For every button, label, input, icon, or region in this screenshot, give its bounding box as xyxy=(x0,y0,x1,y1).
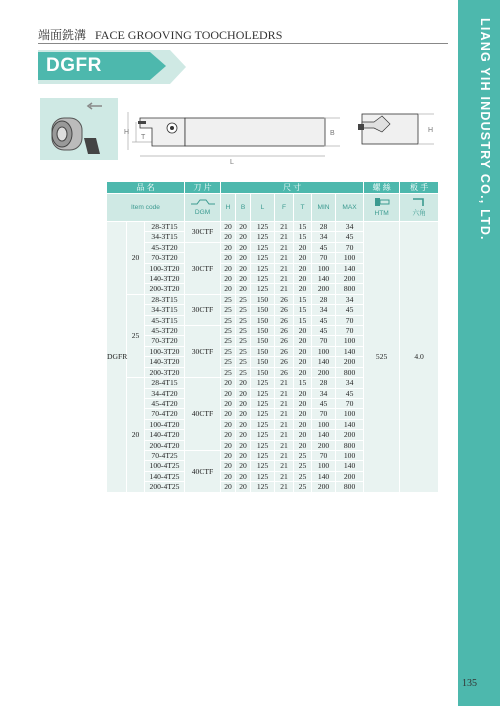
cell-t: 20 xyxy=(294,326,312,336)
cell-b: 20 xyxy=(236,482,251,492)
cell-h: 20 xyxy=(221,378,236,388)
cell-f: 21 xyxy=(275,242,294,252)
cell-max: 140 xyxy=(336,263,364,273)
cell-t: 20 xyxy=(294,409,312,419)
hex-key-icon xyxy=(411,197,427,207)
cell-min: 140 xyxy=(312,357,336,367)
page-title-cn: 端面銑溝 xyxy=(38,28,87,42)
cell-f: 21 xyxy=(275,471,294,481)
cell-t: 20 xyxy=(294,367,312,377)
cell-h: 20 xyxy=(221,419,236,429)
cell-t: 20 xyxy=(294,357,312,367)
cell-t: 20 xyxy=(294,242,312,252)
cell-max: 34 xyxy=(336,378,364,388)
cell-b: 20 xyxy=(236,378,251,388)
cell-h: 20 xyxy=(221,222,236,232)
sub-header-f: F xyxy=(275,194,294,222)
cell-b: 25 xyxy=(236,294,251,304)
cell-f: 21 xyxy=(275,378,294,388)
cell-min: 70 xyxy=(312,253,336,263)
cell-l: 150 xyxy=(251,346,275,356)
cell-max: 45 xyxy=(336,305,364,315)
cell-max: 200 xyxy=(336,357,364,367)
page-title-en: FACE GROOVING TOOCHOLEDRS xyxy=(95,28,283,42)
table-row xyxy=(107,222,439,232)
cell-b: 20 xyxy=(236,284,251,294)
item-code-cell: 45-3T20 xyxy=(145,242,185,252)
cell-t: 20 xyxy=(294,284,312,294)
cell-b: 20 xyxy=(236,263,251,273)
item-code-cell: 45-4T20 xyxy=(145,398,185,408)
sub-header-hex-label: 六角 xyxy=(412,209,426,217)
cell-l: 125 xyxy=(251,274,275,284)
cell-t: 15 xyxy=(294,222,312,232)
cell-h: 20 xyxy=(221,398,236,408)
item-code-cell: 200-4T20 xyxy=(145,440,185,450)
cell-h: 20 xyxy=(221,242,236,252)
item-code-cell: 140-4T20 xyxy=(145,430,185,440)
cell-f: 26 xyxy=(275,326,294,336)
cell-max: 100 xyxy=(336,409,364,419)
cell-max: 100 xyxy=(336,336,364,346)
header-name: 品 名 xyxy=(107,182,185,194)
cell-t: 15 xyxy=(294,378,312,388)
cell-f: 21 xyxy=(275,253,294,263)
page-number: 135 xyxy=(462,678,477,689)
size-group-cell: 25 xyxy=(127,294,145,377)
cell-b: 25 xyxy=(236,305,251,315)
cell-l: 125 xyxy=(251,440,275,450)
cell-f: 21 xyxy=(275,284,294,294)
cell-f: 21 xyxy=(275,398,294,408)
item-code-cell: 70-3T20 xyxy=(145,253,185,263)
cell-f: 21 xyxy=(275,461,294,471)
insert-icon xyxy=(190,198,216,206)
cell-l: 125 xyxy=(251,409,275,419)
cell-h: 20 xyxy=(221,482,236,492)
cell-b: 20 xyxy=(236,253,251,263)
item-code-cell: 70-3T20 xyxy=(145,336,185,346)
header-dimensions: 尺 寸 xyxy=(221,182,364,194)
sub-header-max: MAX xyxy=(336,194,364,222)
sub-header-dgm xyxy=(185,194,221,222)
cell-f: 21 xyxy=(275,222,294,232)
cell-max: 34 xyxy=(336,294,364,304)
cell-min: 45 xyxy=(312,326,336,336)
cell-min: 200 xyxy=(312,284,336,294)
tool-drawing xyxy=(40,98,440,174)
item-code-cell: 140-3T20 xyxy=(145,274,185,284)
cell-b: 25 xyxy=(236,336,251,346)
item-code-cell: 28-4T15 xyxy=(145,378,185,388)
cell-min: 100 xyxy=(312,419,336,429)
cell-l: 125 xyxy=(251,430,275,440)
cell-max: 100 xyxy=(336,450,364,460)
model-label: DGFR xyxy=(46,55,102,76)
cell-min: 70 xyxy=(312,409,336,419)
cell-t: 20 xyxy=(294,419,312,429)
cell-t: 20 xyxy=(294,440,312,450)
cell-b: 20 xyxy=(236,430,251,440)
cell-l: 125 xyxy=(251,398,275,408)
cell-h: 25 xyxy=(221,294,236,304)
cell-max: 200 xyxy=(336,430,364,440)
size-group-cell: 20 xyxy=(127,222,145,295)
cell-b: 20 xyxy=(236,222,251,232)
cell-f: 26 xyxy=(275,357,294,367)
cell-min: 45 xyxy=(312,242,336,252)
table-body xyxy=(107,222,439,493)
cell-l: 125 xyxy=(251,388,275,398)
screw-cell: 525 xyxy=(364,222,400,493)
cell-min: 100 xyxy=(312,346,336,356)
cell-b: 20 xyxy=(236,242,251,252)
insert-cell: 40CTF xyxy=(185,450,221,492)
cell-l: 125 xyxy=(251,419,275,429)
company-name: LIANG YIH INDUSTRY CO., LTD. xyxy=(478,18,492,241)
cell-min: 140 xyxy=(312,471,336,481)
item-code-cell: 100-4T25 xyxy=(145,461,185,471)
cell-max: 34 xyxy=(336,222,364,232)
insert-cell: 30CTF xyxy=(185,242,221,294)
cell-f: 26 xyxy=(275,367,294,377)
cell-l: 150 xyxy=(251,326,275,336)
header-insert: 刀 片 xyxy=(185,182,221,194)
cell-h: 20 xyxy=(221,263,236,273)
cell-f: 26 xyxy=(275,315,294,325)
cell-min: 140 xyxy=(312,274,336,284)
cell-h: 20 xyxy=(221,450,236,460)
sub-header-htm-label: HTM xyxy=(374,209,389,217)
cell-t: 15 xyxy=(294,315,312,325)
item-code-cell: 34-3T15 xyxy=(145,305,185,315)
cell-max: 800 xyxy=(336,284,364,294)
cell-l: 150 xyxy=(251,305,275,315)
cell-max: 800 xyxy=(336,367,364,377)
cell-f: 21 xyxy=(275,263,294,273)
item-code-cell: 100-3T20 xyxy=(145,346,185,356)
sub-header-min: MIN xyxy=(312,194,336,222)
cell-h: 20 xyxy=(221,388,236,398)
header-wrench: 板 手 xyxy=(400,182,439,194)
cell-max: 45 xyxy=(336,232,364,242)
cell-t: 20 xyxy=(294,346,312,356)
cell-b: 20 xyxy=(236,419,251,429)
cell-min: 70 xyxy=(312,336,336,346)
cell-b: 20 xyxy=(236,450,251,460)
sub-header-t: T xyxy=(294,194,312,222)
cell-h: 20 xyxy=(221,274,236,284)
cell-f: 21 xyxy=(275,430,294,440)
screw-icon xyxy=(374,197,390,207)
cell-max: 140 xyxy=(336,346,364,356)
cell-h: 20 xyxy=(221,253,236,263)
cell-l: 150 xyxy=(251,367,275,377)
cell-t: 20 xyxy=(294,336,312,346)
cell-t: 20 xyxy=(294,274,312,284)
cell-b: 25 xyxy=(236,315,251,325)
cell-min: 45 xyxy=(312,398,336,408)
cell-min: 70 xyxy=(312,450,336,460)
item-code-cell: 100-4T20 xyxy=(145,419,185,429)
wrench-cell: 4.0 xyxy=(400,222,439,493)
cell-b: 25 xyxy=(236,367,251,377)
cell-t: 15 xyxy=(294,232,312,242)
cell-t: 25 xyxy=(294,482,312,492)
cell-l: 125 xyxy=(251,378,275,388)
item-code-cell: 70-4T20 xyxy=(145,409,185,419)
cell-l: 125 xyxy=(251,263,275,273)
cell-f: 21 xyxy=(275,232,294,242)
tool-diagram xyxy=(40,98,440,179)
item-code-cell: 28-3T15 xyxy=(145,222,185,232)
cell-f: 21 xyxy=(275,388,294,398)
cell-max: 800 xyxy=(336,482,364,492)
dim-b-label: B xyxy=(330,130,335,137)
cell-t: 25 xyxy=(294,461,312,471)
cell-b: 20 xyxy=(236,398,251,408)
cell-h: 25 xyxy=(221,346,236,356)
cell-b: 20 xyxy=(236,471,251,481)
cell-h: 20 xyxy=(221,471,236,481)
cell-t: 15 xyxy=(294,305,312,315)
dim-l-label: L xyxy=(230,159,234,166)
page-title xyxy=(38,26,282,43)
cell-f: 26 xyxy=(275,336,294,346)
cell-min: 28 xyxy=(312,378,336,388)
cell-t: 20 xyxy=(294,253,312,263)
item-code-cell: 45-3T15 xyxy=(145,315,185,325)
cell-l: 150 xyxy=(251,294,275,304)
header-screw: 螺 絲 xyxy=(364,182,400,194)
cell-f: 21 xyxy=(275,482,294,492)
item-code-cell: 34-4T20 xyxy=(145,388,185,398)
cell-h: 20 xyxy=(221,430,236,440)
cell-t: 25 xyxy=(294,471,312,481)
item-code-cell: 100-3T20 xyxy=(145,263,185,273)
cell-l: 125 xyxy=(251,471,275,481)
cell-l: 125 xyxy=(251,242,275,252)
cell-l: 125 xyxy=(251,450,275,460)
cell-t: 25 xyxy=(294,450,312,460)
cell-l: 150 xyxy=(251,357,275,367)
cell-max: 45 xyxy=(336,388,364,398)
cell-max: 200 xyxy=(336,471,364,481)
group-header-row xyxy=(107,182,439,194)
cell-l: 150 xyxy=(251,336,275,346)
cell-h: 25 xyxy=(221,326,236,336)
sub-header-hex xyxy=(400,194,439,222)
cell-h: 25 xyxy=(221,367,236,377)
sub-header-dgm-label: DGM xyxy=(194,208,211,216)
item-code-cell: 200-3T20 xyxy=(145,367,185,377)
cell-h: 20 xyxy=(221,409,236,419)
cell-max: 200 xyxy=(336,274,364,284)
cell-b: 20 xyxy=(236,388,251,398)
cell-max: 70 xyxy=(336,326,364,336)
cell-f: 21 xyxy=(275,440,294,450)
cell-b: 25 xyxy=(236,357,251,367)
cell-b: 20 xyxy=(236,274,251,284)
item-code-cell: 28-3T15 xyxy=(145,294,185,304)
cell-min: 200 xyxy=(312,482,336,492)
model-banner xyxy=(38,50,188,84)
cell-max: 70 xyxy=(336,398,364,408)
cell-min: 34 xyxy=(312,305,336,315)
cell-f: 21 xyxy=(275,450,294,460)
insert-cell: 40CTF xyxy=(185,378,221,451)
sub-header-b: B xyxy=(236,194,251,222)
cell-h: 20 xyxy=(221,232,236,242)
cell-l: 125 xyxy=(251,482,275,492)
cell-f: 26 xyxy=(275,305,294,315)
series-cell: DGFR xyxy=(107,222,127,493)
cell-min: 28 xyxy=(312,294,336,304)
cell-b: 25 xyxy=(236,346,251,356)
cell-f: 21 xyxy=(275,419,294,429)
cell-b: 20 xyxy=(236,440,251,450)
cell-max: 70 xyxy=(336,242,364,252)
cell-l: 125 xyxy=(251,222,275,232)
cell-h: 20 xyxy=(221,284,236,294)
cell-l: 125 xyxy=(251,461,275,471)
sub-header-h: H xyxy=(221,194,236,222)
cell-max: 70 xyxy=(336,315,364,325)
cell-t: 20 xyxy=(294,398,312,408)
cell-t: 20 xyxy=(294,263,312,273)
item-code-cell: 200-4T25 xyxy=(145,482,185,492)
item-code-cell: 140-3T20 xyxy=(145,357,185,367)
cell-h: 20 xyxy=(221,440,236,450)
cell-min: 100 xyxy=(312,263,336,273)
cell-max: 100 xyxy=(336,253,364,263)
cell-t: 20 xyxy=(294,430,312,440)
size-group-cell: 20 xyxy=(127,378,145,492)
cell-f: 26 xyxy=(275,346,294,356)
cell-f: 21 xyxy=(275,274,294,284)
spec-table xyxy=(106,181,439,493)
sub-header-item-code: Item code xyxy=(107,194,185,222)
dim-h-end-label: H xyxy=(428,127,434,134)
cell-min: 45 xyxy=(312,315,336,325)
dim-t-label: T xyxy=(141,134,146,141)
cell-f: 26 xyxy=(275,294,294,304)
cell-h: 20 xyxy=(221,461,236,471)
sub-header-l: L xyxy=(251,194,275,222)
cell-max: 800 xyxy=(336,440,364,450)
cell-max: 140 xyxy=(336,419,364,429)
item-code-cell: 34-3T15 xyxy=(145,232,185,242)
cell-l: 125 xyxy=(251,253,275,263)
item-code-cell: 200-3T20 xyxy=(145,284,185,294)
insert-cell: 30CTF xyxy=(185,326,221,378)
cell-l: 150 xyxy=(251,315,275,325)
cell-min: 34 xyxy=(312,388,336,398)
cell-min: 34 xyxy=(312,232,336,242)
insert-cell: 30CTF xyxy=(185,222,221,243)
cell-l: 125 xyxy=(251,232,275,242)
cell-h: 25 xyxy=(221,357,236,367)
cell-h: 25 xyxy=(221,336,236,346)
cell-max: 140 xyxy=(336,461,364,471)
cell-t: 20 xyxy=(294,388,312,398)
cell-b: 20 xyxy=(236,409,251,419)
item-code-cell: 45-3T20 xyxy=(145,326,185,336)
cell-min: 140 xyxy=(312,430,336,440)
insert-cell: 30CTF xyxy=(185,294,221,325)
item-code-cell: 70-4T25 xyxy=(145,450,185,460)
cell-b: 20 xyxy=(236,232,251,242)
header-divider xyxy=(38,43,448,44)
cell-min: 28 xyxy=(312,222,336,232)
cell-l: 125 xyxy=(251,284,275,294)
cell-h: 25 xyxy=(221,305,236,315)
cell-min: 200 xyxy=(312,440,336,450)
sub-header-htm xyxy=(364,194,400,222)
cell-t: 15 xyxy=(294,294,312,304)
item-code-cell: 140-4T25 xyxy=(145,471,185,481)
cell-b: 25 xyxy=(236,326,251,336)
cell-min: 100 xyxy=(312,461,336,471)
cell-h: 25 xyxy=(221,315,236,325)
cell-f: 21 xyxy=(275,409,294,419)
sub-header-row xyxy=(107,194,439,222)
cell-b: 20 xyxy=(236,461,251,471)
cell-min: 200 xyxy=(312,367,336,377)
dim-h-label: H xyxy=(124,129,130,136)
